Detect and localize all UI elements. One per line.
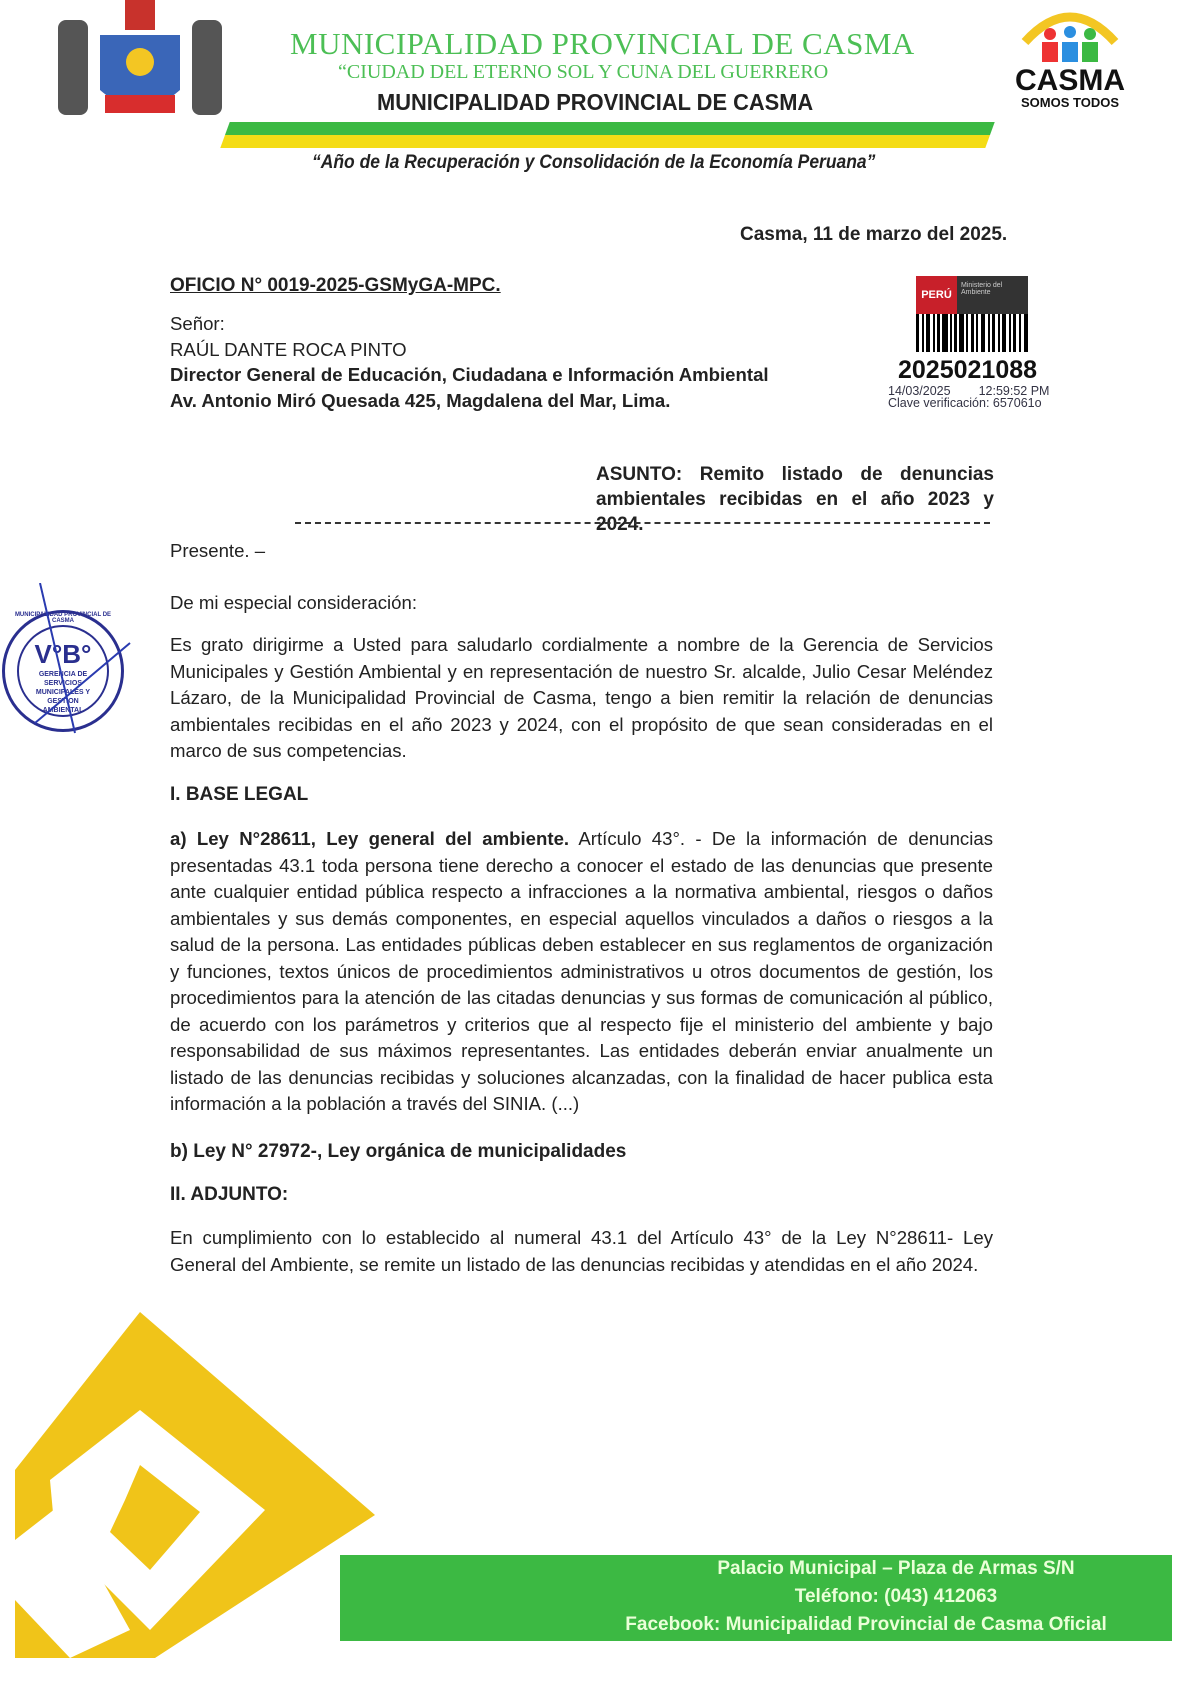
logo-text: CASMA — [1015, 64, 1125, 97]
reception-stamp — [888, 276, 1068, 410]
stamp-vb-mark: V°B° — [34, 639, 92, 669]
peru-label: PERÚ — [916, 276, 957, 314]
signature-mark — [5, 583, 135, 743]
recipient-block — [170, 311, 769, 413]
footer-address: Palacio Municipal – Plaza de Armas S/N — [717, 1558, 1075, 1579]
people-icon — [1015, 2, 1125, 62]
verification-code: Clave verificación: 657061o — [888, 396, 1042, 410]
recipient-name: RAÚL DANTE ROCA PINTO — [170, 338, 407, 360]
intro-paragraph: Es grato dirigirme a Usted para saludarlo cordialmente a nombre de la Gerencia de Servicios Municipales y Gestión Ambiental y en representación de nuestro Sr. alcalde, Julio Cesar Meléndez Lázaro, de la Municipalidad Provincial de Casma, tengo a bien remitir la relación de denuncias ambientales recibidas en el año 2023 y 2024, con el propósito de que sean consideradas en el marco de sus competencias. — [170, 634, 993, 761]
presente: Presente. – — [170, 540, 266, 561]
salutation: Señor: — [170, 313, 225, 334]
footer-green-band — [340, 1555, 1172, 1641]
header-stripe — [220, 122, 994, 148]
subject — [596, 462, 994, 537]
vb-stamp — [2, 610, 124, 732]
subject-line-2: ambientales recibidas en el año 2023 y 2024. — [596, 489, 994, 535]
section-adjunto: II. ADJUNTO: — [170, 1184, 289, 1205]
casma-somos-todos-logo — [1000, 2, 1140, 117]
registry-number: 2025021088 — [898, 356, 1038, 384]
subject-line-1: ASUNTO: Remito listado de denuncias — [596, 464, 994, 485]
divider — [295, 522, 990, 524]
municipal-coat-of-arms-logo — [50, 0, 230, 130]
section-base-legal: I. BASE LEGAL — [170, 784, 309, 805]
greeting: De mi especial consideración: — [170, 592, 418, 613]
recipient-address: Av. Antonio Miró Quesada 425, Magdalena del Mar, Lima. — [170, 389, 671, 411]
municipality-title: MUNICIPALIDAD PROVINCIAL DE CASMA — [290, 26, 915, 61]
stamp-ring-text: MUNICIPALIDAD PROVINCIAL DE CASMA — [14, 612, 112, 624]
stamp-date: 14/03/2025 — [888, 384, 951, 398]
law-b: b) Ley N° 27972-, Ley orgánica de municipalidades — [170, 1141, 627, 1162]
barcode-icon — [916, 314, 1028, 352]
stamp-time: 12:59:52 PM — [978, 384, 1050, 398]
ministry-label: Ministerio del Ambiente — [961, 282, 1003, 296]
footer-phone: Teléfono: (043) 412063 — [794, 1586, 998, 1607]
law-a-paragraph — [170, 826, 993, 1118]
attachment-paragraph: En cumplimiento con lo establecido al numeral 43.1 del Artículo 43° de la Ley N°28611- Ley General del Ambiente, se remite un listado de las denuncias recibidas y atendidas en el año 2024. — [170, 1227, 993, 1275]
law-a-title: a) Ley N°28611, Ley general del ambiente. — [170, 828, 570, 849]
city-slogan: “CIUDAD DEL ETERNO SOL Y CUNA DEL GUERRERO — [338, 61, 829, 83]
footer-facebook[interactable]: Facebook: Municipalidad Provincial de Casma Oficial — [625, 1614, 1107, 1635]
recipient-title: Director General de Educación, Ciudadana e Información Ambiental — [170, 364, 769, 385]
law-a-text: Artículo 43°. - De la información de denuncias presentadas 43.1 toda persona tiene derecho a conocer el estado de las denuncias que presente ante cualquier entidad pública respecto a infracciones a la normativa ambiental, riesgos o daños ambientales y sus demás componentes, en especial aquellos vinculados a daños o riesgos a la salud de la persona. Las entidades públicas deben establecer en sus reglamentos de organización y funciones, textos únicos de procedimientos administrativos u otros documentos de gestión, los procedimientos para la atención de las citadas denuncias y sus formas de comunicación al público, de acuerdo con los parámetros y criterios que al respecto fije el ministerio del ambiente y bajo responsabilidad de sus máximos representantes. Las entidades deberán enviar anualmente un listado de las denuncias recibidas y soluciones alcanzadas, con la finalidad de hacer publica esta información a la población a través del SINIA. (...) — [170, 828, 993, 1114]
logo-subtext: SOMOS TODOS — [1021, 95, 1119, 110]
letter-date: Casma, 11 de marzo del 2025. — [740, 224, 1008, 245]
stamp-office: GERENCIA DE SERVICIOS MUNICIPALES Y GESTION AMBIENTAL — [35, 671, 91, 714]
letter-reference: OFICIO N° 0019-2025-GSMyGA-MPC. — [170, 275, 501, 296]
year-motto: “Año de la Recuperación y Consolidación de la Economía Peruana” — [312, 152, 876, 173]
municipality-subtitle: MUNICIPALIDAD PROVINCIAL DE CASMA — [377, 89, 814, 115]
